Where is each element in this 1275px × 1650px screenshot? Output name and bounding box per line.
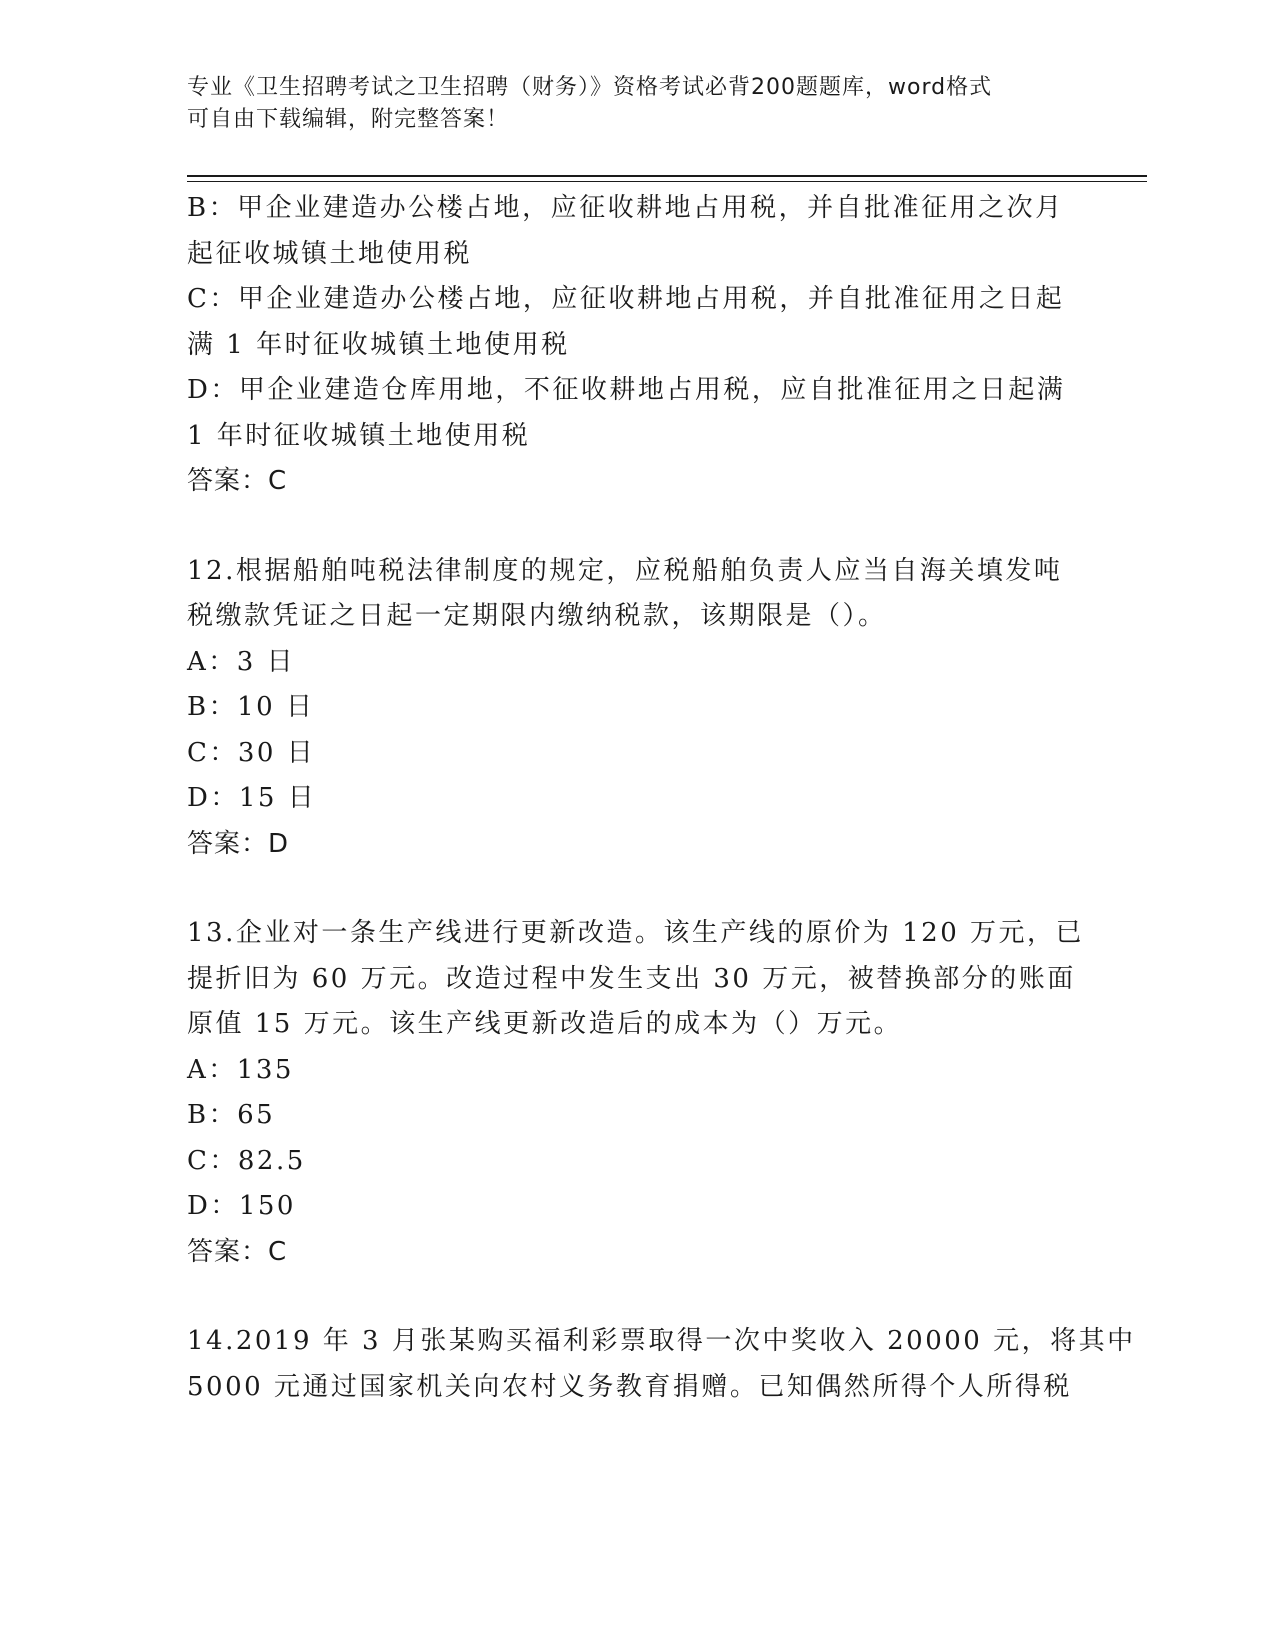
q11-option-b-line-1: B：甲企业建造办公楼占地，应征收耕地占用税，并自批准征用之次月	[187, 193, 1064, 223]
q12-option-d: D：15 日	[187, 783, 317, 813]
q11-option-d-line-2: 1 年时征收城镇土地使用税	[187, 420, 531, 451]
document-body	[187, 186, 1136, 1410]
q13-option-c: C：82.5	[187, 1145, 306, 1176]
q13-stem-line-3: 原值 15 万元。该生产线更新改造后的成本为（）万元。	[187, 1009, 903, 1039]
q13-answer: 答案：C	[187, 1236, 288, 1267]
q14-stem-line-2: 5000 元通过国家机关向农村义务教育捐赠。已知偶然所得个人所得税	[187, 1371, 1072, 1402]
q11-option-b-line-2: 起征收城镇土地使用税	[187, 238, 473, 269]
header-title-line-1: 专业《卫生招聘考试之卫生招聘（财务）》资格考试必背200题题库，word格式	[187, 75, 993, 100]
q12-option-c: C：30 日	[187, 737, 316, 768]
q11-answer: 答案：C	[187, 466, 288, 496]
q13-option-b: B：65	[187, 1100, 276, 1130]
q12-stem-line-1: 12.根据船舶吨税法律制度的规定，应税船舶负责人应当自海关填发吨	[187, 555, 1063, 586]
q12-stem-line-2: 税缴款凭证之日起一定期限内缴纳税款，该期限是（）。	[187, 601, 887, 631]
q13-option-a: A：135	[187, 1054, 294, 1085]
q11-option-c-line-2: 满 1 年时征收城镇土地使用税	[187, 329, 570, 360]
question-11-continued	[187, 186, 1067, 505]
document-header	[187, 72, 1067, 136]
question-14	[187, 1319, 1136, 1410]
q11-option-c-line-1: C：甲企业建造办公楼占地，应征收耕地占用税，并自批准征用之日起	[187, 284, 1065, 314]
q12-option-a: A：3 日	[187, 646, 296, 677]
question-spacer	[187, 1275, 1067, 1319]
q12-answer: 答案：D	[187, 828, 290, 859]
header-divider-thin	[187, 181, 1147, 182]
question-12	[187, 549, 1067, 868]
q13-stem-line-1: 13.企业对一条生产线进行更新改造。该生产线的原价为 120 万元，已	[187, 918, 1085, 948]
question-13	[187, 911, 1085, 1275]
header-divider-thick	[187, 175, 1147, 177]
header-title-line-2: 可自由下载编辑，附完整答案！	[187, 107, 510, 132]
question-spacer	[187, 505, 1067, 549]
q13-option-d: D：150	[187, 1191, 296, 1221]
q12-option-b: B：10 日	[187, 692, 315, 722]
q13-stem-line-2: 提折旧为 60 万元。改造过程中发生支出 30 万元，被替换部分的账面	[187, 963, 1076, 994]
q14-stem-line-1: 14.2019 年 3 月张某购买福利彩票取得一次中奖收入 20000 元，将其中	[187, 1326, 1136, 1356]
q11-option-d-line-1: D：甲企业建造仓库用地，不征收耕地占用税，应自批准征用之日起满	[187, 375, 1066, 405]
question-spacer	[187, 867, 1067, 911]
